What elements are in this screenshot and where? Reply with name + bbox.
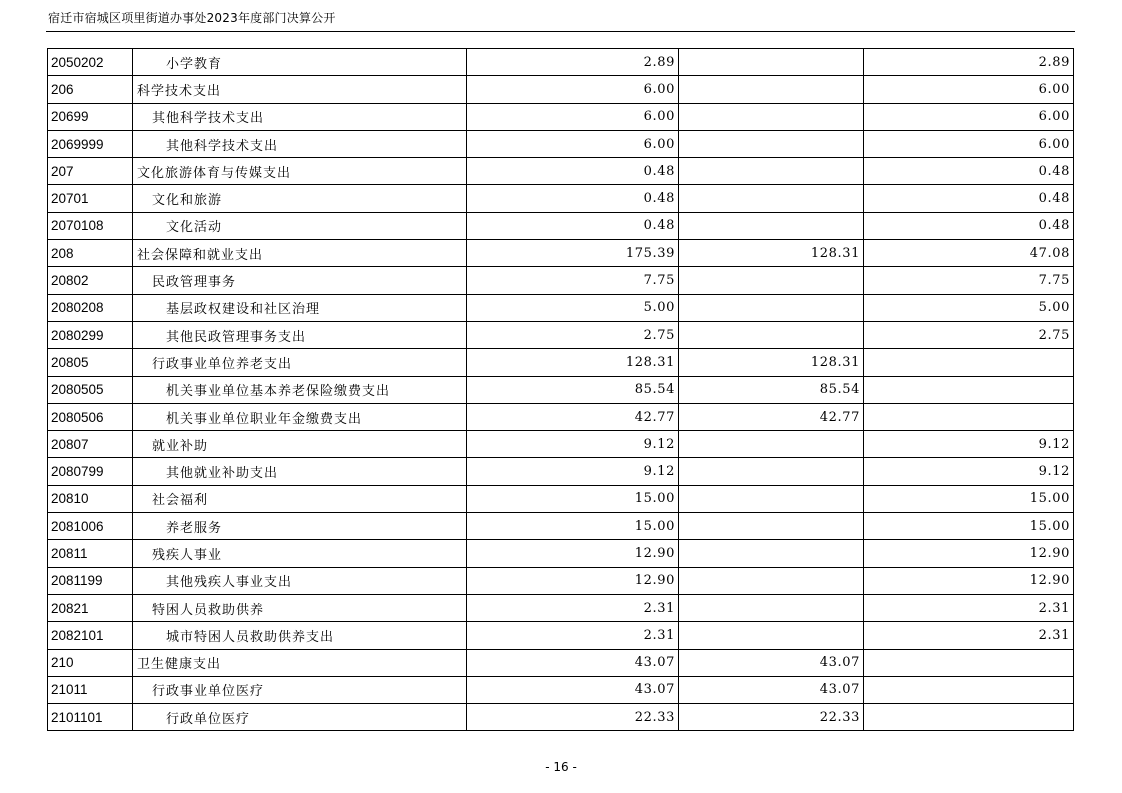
- table-row: [48, 321, 1074, 348]
- project-expenditure-cell: [864, 376, 1074, 403]
- total-amount-cell: 6.00: [467, 103, 679, 130]
- table-row: [48, 513, 1074, 540]
- total-amount-cell: 2.89: [467, 49, 679, 76]
- project-expenditure-cell: 15.00: [864, 485, 1074, 512]
- subject-name-cell: 其他就业补助支出: [133, 458, 467, 485]
- subject-name-cell: 行政事业单位医疗: [133, 676, 467, 703]
- subject-name-cell: 小学教育: [133, 49, 467, 76]
- subject-code-cell: 2080299: [48, 321, 133, 348]
- total-amount-cell: 7.75: [467, 267, 679, 294]
- table-row: [48, 240, 1074, 267]
- table-row: [48, 76, 1074, 103]
- table-row: [48, 594, 1074, 621]
- project-expenditure-cell: 9.12: [864, 431, 1074, 458]
- table-row: [48, 649, 1074, 676]
- project-expenditure-cell: 2.31: [864, 594, 1074, 621]
- subject-name-cell: 其他民政管理事务支出: [133, 321, 467, 348]
- subject-code-cell: 20699: [48, 103, 133, 130]
- basic-expenditure-cell: [679, 458, 864, 485]
- subject-name-cell: 机关事业单位职业年金缴费支出: [133, 403, 467, 430]
- subject-name-cell: 民政管理事务: [133, 267, 467, 294]
- subject-code-cell: 20701: [48, 185, 133, 212]
- table-row: [48, 185, 1074, 212]
- total-amount-cell: 175.39: [467, 240, 679, 267]
- subject-code-cell: 2101101: [48, 704, 133, 731]
- subject-name-cell: 行政单位医疗: [133, 704, 467, 731]
- basic-expenditure-cell: [679, 594, 864, 621]
- project-expenditure-cell: [864, 649, 1074, 676]
- subject-name-cell: 文化旅游体育与传媒支出: [133, 158, 467, 185]
- subject-name-cell: 行政事业单位养老支出: [133, 349, 467, 376]
- table-row: [48, 267, 1074, 294]
- table-row: [48, 567, 1074, 594]
- table-row: [48, 158, 1074, 185]
- total-amount-cell: 42.77: [467, 403, 679, 430]
- project-expenditure-cell: 6.00: [864, 130, 1074, 157]
- subject-code-cell: 20810: [48, 485, 133, 512]
- basic-expenditure-cell: [679, 540, 864, 567]
- basic-expenditure-cell: [679, 567, 864, 594]
- total-amount-cell: 0.48: [467, 158, 679, 185]
- subject-code-cell: 2050202: [48, 49, 133, 76]
- total-amount-cell: 0.48: [467, 185, 679, 212]
- basic-expenditure-cell: 128.31: [679, 349, 864, 376]
- table-body: [48, 49, 1074, 731]
- subject-code-cell: 2070108: [48, 212, 133, 239]
- subject-code-cell: 2080799: [48, 458, 133, 485]
- subject-code-cell: 21011: [48, 676, 133, 703]
- basic-expenditure-cell: [679, 49, 864, 76]
- expenditure-table: [47, 48, 1074, 731]
- subject-code-cell: 2080208: [48, 294, 133, 321]
- table-row: [48, 704, 1074, 731]
- total-amount-cell: 15.00: [467, 513, 679, 540]
- basic-expenditure-cell: [679, 321, 864, 348]
- subject-name-cell: 卫生健康支出: [133, 649, 467, 676]
- total-amount-cell: 2.75: [467, 321, 679, 348]
- subject-name-cell: 养老服务: [133, 513, 467, 540]
- basic-expenditure-cell: [679, 431, 864, 458]
- project-expenditure-cell: 6.00: [864, 76, 1074, 103]
- basic-expenditure-cell: 22.33: [679, 704, 864, 731]
- subject-name-cell: 其他科学技术支出: [133, 103, 467, 130]
- table-row: [48, 103, 1074, 130]
- subject-code-cell: 20811: [48, 540, 133, 567]
- basic-expenditure-cell: [679, 158, 864, 185]
- basic-expenditure-cell: [679, 485, 864, 512]
- total-amount-cell: 9.12: [467, 458, 679, 485]
- basic-expenditure-cell: [679, 76, 864, 103]
- basic-expenditure-cell: [679, 212, 864, 239]
- total-amount-cell: 6.00: [467, 76, 679, 103]
- table-row: [48, 622, 1074, 649]
- total-amount-cell: 43.07: [467, 649, 679, 676]
- subject-name-cell: 机关事业单位基本养老保险缴费支出: [133, 376, 467, 403]
- subject-name-cell: 文化活动: [133, 212, 467, 239]
- project-expenditure-cell: 2.75: [864, 321, 1074, 348]
- total-amount-cell: 12.90: [467, 540, 679, 567]
- subject-name-cell: 就业补助: [133, 431, 467, 458]
- project-expenditure-cell: [864, 403, 1074, 430]
- project-expenditure-cell: 0.48: [864, 185, 1074, 212]
- table-row: [48, 485, 1074, 512]
- basic-expenditure-cell: [679, 622, 864, 649]
- table-row: [48, 212, 1074, 239]
- subject-code-cell: 20802: [48, 267, 133, 294]
- total-amount-cell: 128.31: [467, 349, 679, 376]
- basic-expenditure-cell: [679, 185, 864, 212]
- subject-name-cell: 社会保障和就业支出: [133, 240, 467, 267]
- table-row: [48, 458, 1074, 485]
- project-expenditure-cell: 2.31: [864, 622, 1074, 649]
- header-divider: [46, 31, 1075, 32]
- project-expenditure-cell: 9.12: [864, 458, 1074, 485]
- project-expenditure-cell: [864, 676, 1074, 703]
- project-expenditure-cell: [864, 349, 1074, 376]
- project-expenditure-cell: 0.48: [864, 158, 1074, 185]
- basic-expenditure-cell: 43.07: [679, 649, 864, 676]
- subject-code-cell: 206: [48, 76, 133, 103]
- subject-code-cell: 2081006: [48, 513, 133, 540]
- basic-expenditure-cell: [679, 513, 864, 540]
- total-amount-cell: 2.31: [467, 594, 679, 621]
- project-expenditure-cell: 47.08: [864, 240, 1074, 267]
- basic-expenditure-cell: [679, 130, 864, 157]
- subject-code-cell: 20805: [48, 349, 133, 376]
- basic-expenditure-cell: [679, 267, 864, 294]
- total-amount-cell: 5.00: [467, 294, 679, 321]
- subject-code-cell: 2081199: [48, 567, 133, 594]
- page-header-title: 宿迁市宿城区项里街道办事处2023年度部门决算公开: [48, 11, 336, 25]
- table-row: [48, 49, 1074, 76]
- table-row: [48, 294, 1074, 321]
- subject-code-cell: 2069999: [48, 130, 133, 157]
- project-expenditure-cell: [864, 704, 1074, 731]
- total-amount-cell: 2.31: [467, 622, 679, 649]
- subject-code-cell: 208: [48, 240, 133, 267]
- total-amount-cell: 0.48: [467, 212, 679, 239]
- subject-name-cell: 残疾人事业: [133, 540, 467, 567]
- basic-expenditure-cell: [679, 294, 864, 321]
- subject-code-cell: 2080505: [48, 376, 133, 403]
- subject-code-cell: 20821: [48, 594, 133, 621]
- project-expenditure-cell: 7.75: [864, 267, 1074, 294]
- basic-expenditure-cell: [679, 103, 864, 130]
- subject-code-cell: 2080506: [48, 403, 133, 430]
- subject-name-cell: 科学技术支出: [133, 76, 467, 103]
- total-amount-cell: 43.07: [467, 676, 679, 703]
- total-amount-cell: 6.00: [467, 130, 679, 157]
- table-row: [48, 376, 1074, 403]
- total-amount-cell: 22.33: [467, 704, 679, 731]
- subject-name-cell: 其他残疾人事业支出: [133, 567, 467, 594]
- project-expenditure-cell: 0.48: [864, 212, 1074, 239]
- total-amount-cell: 9.12: [467, 431, 679, 458]
- subject-code-cell: 20807: [48, 431, 133, 458]
- subject-name-cell: 文化和旅游: [133, 185, 467, 212]
- subject-name-cell: 基层政权建设和社区治理: [133, 294, 467, 321]
- project-expenditure-cell: 12.90: [864, 540, 1074, 567]
- table-row: [48, 676, 1074, 703]
- subject-name-cell: 社会福利: [133, 485, 467, 512]
- subject-name-cell: 特困人员救助供养: [133, 594, 467, 621]
- subject-name-cell: 其他科学技术支出: [133, 130, 467, 157]
- total-amount-cell: 12.90: [467, 567, 679, 594]
- subject-code-cell: 207: [48, 158, 133, 185]
- project-expenditure-cell: 6.00: [864, 103, 1074, 130]
- page-number: - 16 -: [545, 760, 577, 774]
- project-expenditure-cell: 15.00: [864, 513, 1074, 540]
- basic-expenditure-cell: 85.54: [679, 376, 864, 403]
- project-expenditure-cell: 5.00: [864, 294, 1074, 321]
- project-expenditure-cell: 2.89: [864, 49, 1074, 76]
- table-row: [48, 431, 1074, 458]
- basic-expenditure-cell: 128.31: [679, 240, 864, 267]
- basic-expenditure-cell: 42.77: [679, 403, 864, 430]
- table-row: [48, 349, 1074, 376]
- project-expenditure-cell: 12.90: [864, 567, 1074, 594]
- subject-code-cell: 2082101: [48, 622, 133, 649]
- total-amount-cell: 15.00: [467, 485, 679, 512]
- subject-code-cell: 210: [48, 649, 133, 676]
- total-amount-cell: 85.54: [467, 376, 679, 403]
- table-row: [48, 403, 1074, 430]
- table-row: [48, 130, 1074, 157]
- basic-expenditure-cell: 43.07: [679, 676, 864, 703]
- table-row: [48, 540, 1074, 567]
- subject-name-cell: 城市特困人员救助供养支出: [133, 622, 467, 649]
